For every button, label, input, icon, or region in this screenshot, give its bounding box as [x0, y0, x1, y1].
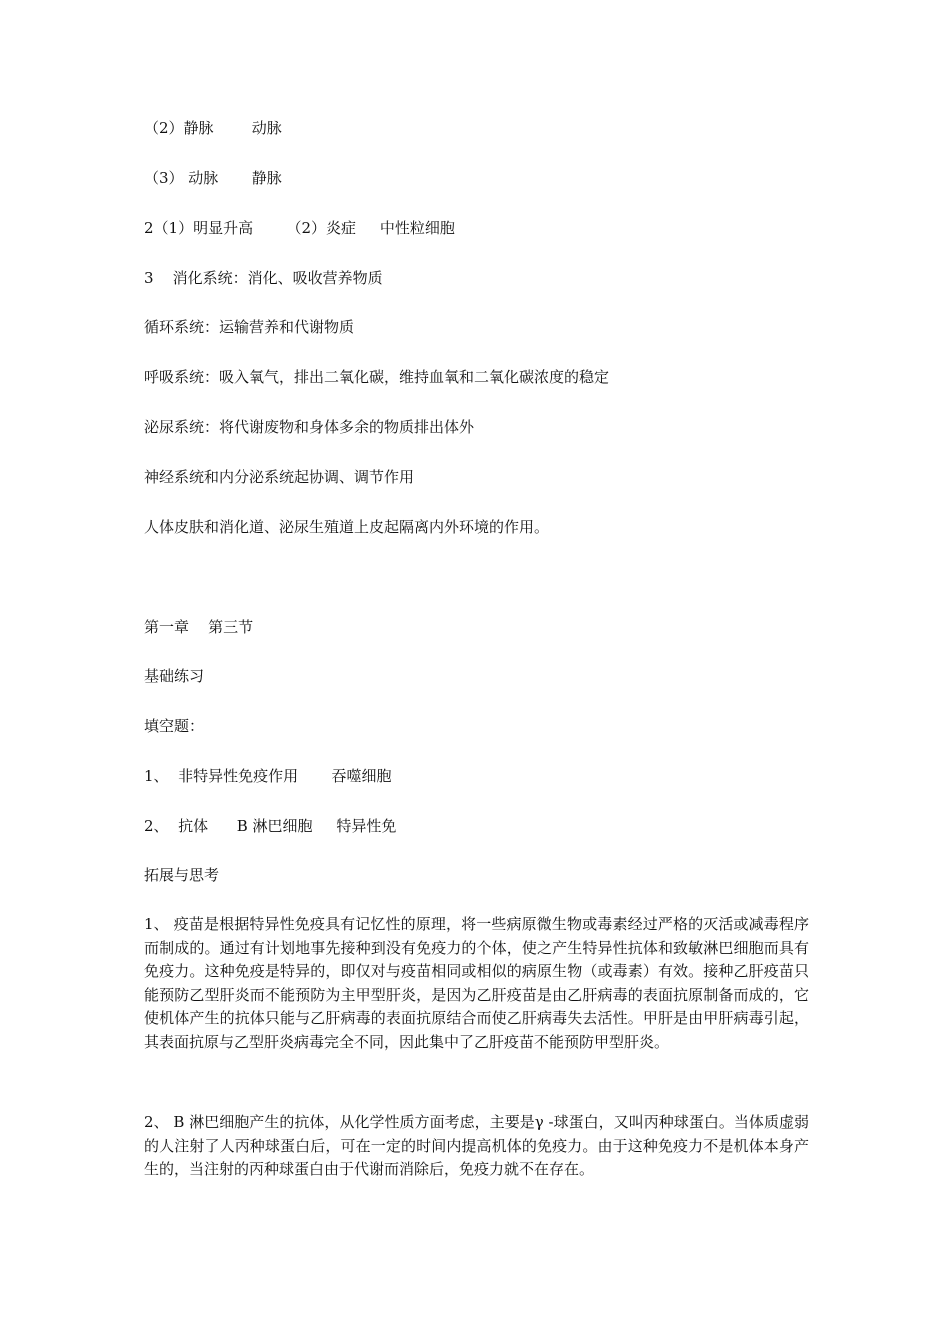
answer-line-inflammation: 2（1）明显升高 （2）炎症 中性粒细胞 [144, 219, 455, 237]
answer-line-vein-artery: （2）静脉 动脉 [144, 119, 282, 137]
extension-heading: 拓展与思考 [144, 866, 220, 884]
extension-answer-2: 2、 B 淋巴细胞产生的抗体，从化学性质方面考虑，主要是γ -球蛋白，又叫丙种球蛋白。当体质虚弱的人注射了人丙种球蛋白后，可在一定的时间内提高机体的免疫力。由于这种免疫力不是机体本身产生的，当注射的丙种球蛋白由于代谢而消除后，免疫力就不在存在。 [144, 1113, 809, 1178]
answer-line-nervous-endocrine: 神经系统和内分泌系统起协调、调节作用 [144, 468, 415, 486]
answer-line-respiratory-system: 呼吸系统：吸入氧气，排出二氧化碳，维持血氧和二氧化碳浓度的稳定 [144, 368, 610, 386]
fill-blank-answer-2: 2、 抗体 B 淋巴细胞 特异性免 [144, 817, 397, 835]
chapter-heading: 第一章 第三节 [144, 618, 254, 636]
extension-answer-1: 1、 疫苗是根据特异性免疫具有记忆性的原理，将一些病原微生物或毒素经过严格的灭活或减毒程序而制成的。通过有计划地事先接种到没有免疫力的个体，使之产生特异性抗体和致敏淋巴细胞而具有免疫力。这种免疫是特异的，即仅对与疫苗相同或相似的病原生物（或毒素）有效。接种乙肝疫苗只能预防乙型肝炎而不能预防为主甲型肝炎，是因为乙肝疫苗是由乙肝病毒的表面抗原制备而成的，它使机体产生的抗体只能与乙肝病毒的表面抗原结合而使乙肝病毒失去活性。甲肝是由甲肝病毒引起，其表面抗原与乙型肝炎病毒完全不同，因此集中了乙肝疫苗不能预防甲型肝炎。 [144, 915, 809, 1051]
answer-line-urinary-system: 泌尿系统：将代谢废物和身体多余的物质排出体外 [144, 418, 475, 436]
answer-line-skin-barrier: 人体皮肤和消化道、泌尿生殖道上皮起隔离内外环境的作用。 [144, 518, 550, 536]
answer-line-circulatory-system: 循环系统：运输营养和代谢物质 [144, 318, 355, 336]
fill-blank-answer-1: 1、 非特异性免疫作用 吞噬细胞 [144, 767, 392, 785]
fill-blank-heading: 填空题： [144, 717, 205, 735]
basic-practice-heading: 基础练习 [144, 667, 205, 685]
answer-line-artery-vein: （3） 动脉 静脉 [144, 169, 282, 187]
answer-line-digestive-system: 3 消化系统：消化、吸收营养物质 [144, 269, 383, 287]
